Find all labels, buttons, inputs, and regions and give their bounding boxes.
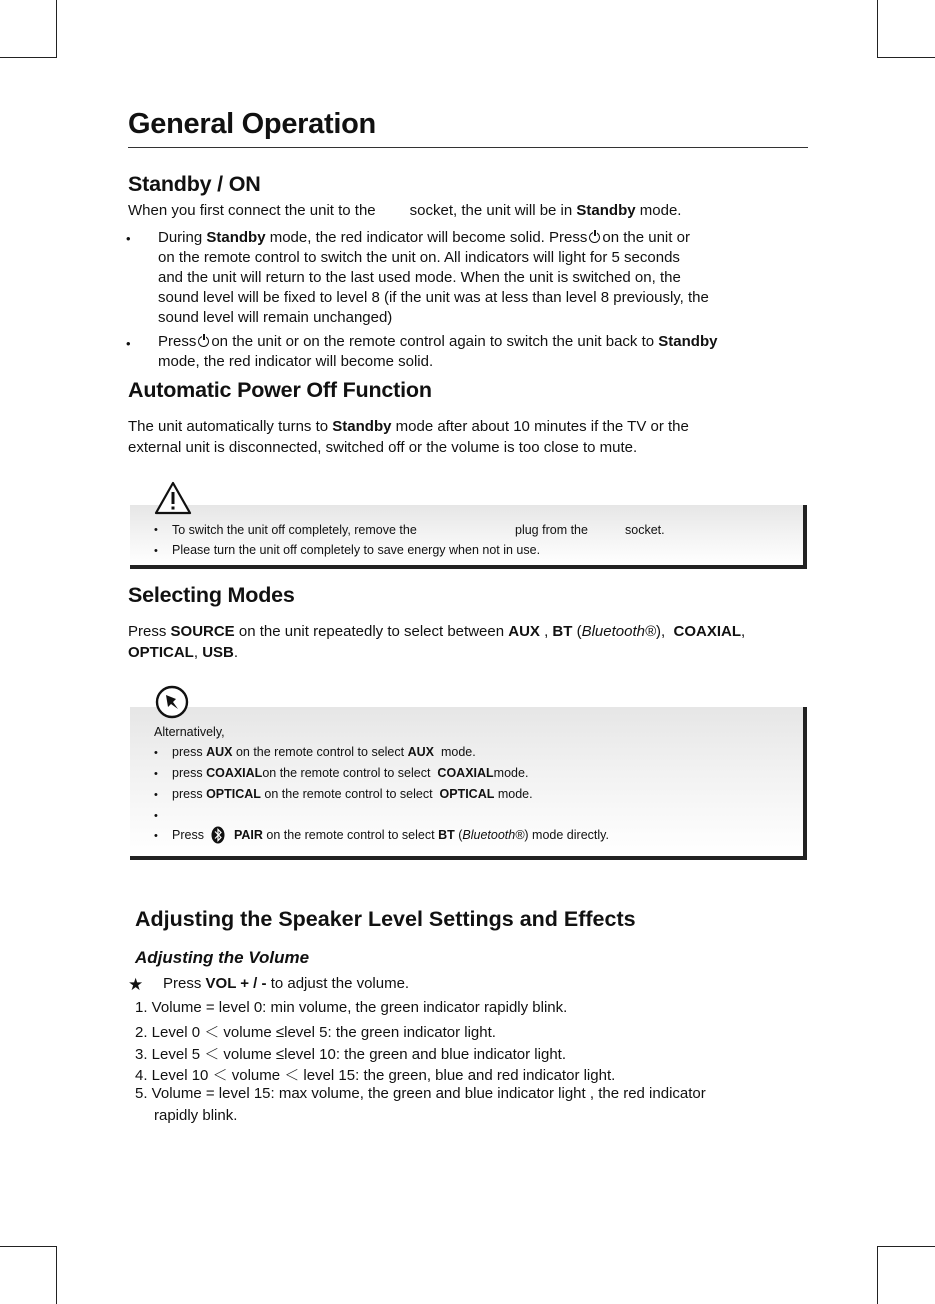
text: mode. bbox=[440, 745, 476, 759]
text: , bbox=[741, 623, 746, 640]
text: , bbox=[539, 623, 549, 640]
text: on the unit repeatedly to select between bbox=[238, 623, 505, 640]
bullet: • bbox=[154, 768, 158, 780]
text: ) mode directly. bbox=[524, 828, 609, 842]
tip-item-aux bbox=[172, 745, 476, 759]
text: on the remote control to select bbox=[264, 787, 433, 801]
standby-bullet-1-line-1 bbox=[158, 228, 690, 248]
text: AUX bbox=[407, 745, 434, 759]
crop-mark bbox=[0, 1246, 57, 1247]
text: COAXIAL bbox=[206, 766, 263, 780]
bullet: • bbox=[154, 545, 158, 557]
text: OPTICAL bbox=[128, 644, 194, 661]
modes-line-1 bbox=[128, 621, 745, 642]
list-item: 5. Volume = level 15: max volume, the green and blue indicator light , the red indicator bbox=[135, 1085, 706, 1102]
bullet: • bbox=[154, 810, 158, 822]
standby-bullet-1-line-3: and the unit will return to the last used mode. When the unit is switched on, the bbox=[158, 269, 681, 286]
text: mode. bbox=[493, 766, 529, 780]
text: Bluetooth® bbox=[581, 623, 657, 640]
text: When you first connect the unit to the bbox=[128, 202, 376, 219]
power-icon bbox=[589, 232, 600, 243]
warning-note-box bbox=[130, 505, 807, 569]
text: Press bbox=[172, 828, 204, 842]
title-divider bbox=[128, 147, 808, 148]
text: mode. bbox=[497, 787, 533, 801]
text: ), bbox=[656, 623, 666, 640]
tip-item-optical bbox=[172, 787, 533, 801]
section-heading-auto-off: Automatic Power Off Function bbox=[128, 378, 432, 402]
crop-mark bbox=[56, 1246, 57, 1304]
text: mode after about 10 minutes if the TV or the bbox=[395, 418, 689, 435]
text: OPTICAL bbox=[439, 787, 495, 801]
list-item: 3. Level 5 ＜ volume ≤level 10: the green and blue indicator light. bbox=[135, 1046, 566, 1063]
text: press bbox=[172, 745, 203, 759]
text: COAXIAL bbox=[437, 766, 494, 780]
list-item-continuation: rapidly blink. bbox=[154, 1107, 238, 1124]
text: on the unit or bbox=[602, 229, 690, 246]
text: . bbox=[233, 644, 239, 661]
crop-mark bbox=[877, 1246, 935, 1247]
text: PAIR bbox=[234, 828, 263, 842]
text: AUX bbox=[206, 745, 233, 759]
bluetooth-icon bbox=[211, 826, 225, 844]
text: on the unit or on the remote control again to switch the unit back to bbox=[211, 333, 655, 350]
crop-mark bbox=[56, 0, 57, 58]
text: mode. bbox=[639, 202, 682, 219]
text: Bluetooth® bbox=[462, 828, 525, 842]
text: ( bbox=[576, 623, 582, 640]
text: OPTICAL bbox=[206, 787, 261, 801]
list-item: 1. Volume = level 0: min volume, the green indicator rapidly blink. bbox=[135, 999, 568, 1016]
crop-mark bbox=[877, 1246, 878, 1304]
text: SOURCE bbox=[170, 623, 235, 640]
standby-bullet-1-line-5: sound level will remain unchanged) bbox=[158, 309, 393, 326]
text: Standby bbox=[332, 418, 392, 435]
warning-note-1 bbox=[172, 523, 417, 537]
section-heading-standby: Standby / ON bbox=[128, 172, 261, 196]
list-item: 2. Level 0 ＜ volume ≤level 5: the green indicator light. bbox=[135, 1024, 496, 1041]
bullet: • bbox=[126, 336, 131, 351]
modes-line-2 bbox=[128, 642, 238, 663]
standby-bullet-2-line-2: mode, the red indicator will become solid. bbox=[158, 353, 434, 370]
section-heading-modes: Selecting Modes bbox=[128, 583, 295, 607]
text: Standby bbox=[206, 229, 266, 246]
text: USB bbox=[202, 644, 234, 661]
text: press bbox=[172, 787, 203, 801]
crop-mark bbox=[0, 57, 57, 58]
text: BT bbox=[552, 623, 573, 640]
tip-item-pair-text bbox=[234, 828, 609, 842]
tip-pin-icon bbox=[155, 685, 189, 719]
text: During bbox=[158, 229, 203, 246]
text: AUX bbox=[508, 623, 540, 640]
standby-bullet-1-line-2: on the remote control to switch the unit on. All indicators will light for 5 seconds bbox=[158, 249, 680, 266]
text: The unit automatically turns to bbox=[128, 418, 329, 435]
text: press bbox=[172, 766, 203, 780]
warning-note-1-c: socket. bbox=[625, 523, 665, 537]
text: Standby bbox=[658, 333, 718, 350]
volume-instruction bbox=[163, 975, 409, 992]
warning-note-2: Please turn the unit off completely to save energy when not in use. bbox=[172, 543, 541, 557]
text: mode, the red indicator will become solid. Press bbox=[269, 229, 588, 246]
list-item: 4. Level 10 ＜ volume ＜ level 15: the green, blue and red indicator light. bbox=[135, 1067, 616, 1084]
text: on the remote control to select bbox=[266, 828, 435, 842]
standby-bullet-2-line-1 bbox=[158, 332, 717, 352]
section-heading-speaker: Adjusting the Speaker Level Settings and Effects bbox=[135, 907, 636, 931]
page-title: General Operation bbox=[128, 108, 376, 140]
bullet: • bbox=[154, 524, 158, 536]
text: Press bbox=[163, 975, 202, 992]
bullet: • bbox=[154, 830, 158, 842]
power-icon bbox=[198, 336, 209, 347]
text: socket, the unit will be in bbox=[409, 202, 573, 219]
auto-off-line-1 bbox=[128, 416, 689, 437]
tip-intro: Alternatively, bbox=[154, 725, 225, 739]
text: Standby bbox=[576, 202, 636, 219]
text: , bbox=[193, 644, 199, 661]
text: BT bbox=[438, 828, 455, 842]
subheading-volume: Adjusting the Volume bbox=[135, 948, 310, 967]
bullet: • bbox=[126, 231, 131, 246]
warning-icon bbox=[154, 481, 192, 515]
standby-bullet-1-line-4: sound level will be fixed to level 8 (if the unit was at less than level 8 previously, the bbox=[158, 289, 709, 306]
bullet: • bbox=[154, 789, 158, 801]
text: To switch the unit off completely, remove the bbox=[172, 523, 417, 537]
text: ( bbox=[458, 828, 463, 842]
star-icon: ★ bbox=[128, 975, 144, 994]
text: VOL + / - bbox=[205, 975, 267, 992]
text: COAXIAL bbox=[673, 623, 742, 640]
tip-item-pair bbox=[172, 828, 204, 842]
tip-item-coaxial bbox=[172, 766, 528, 780]
text: Press bbox=[158, 333, 197, 350]
crop-mark bbox=[877, 0, 878, 58]
standby-intro bbox=[128, 200, 681, 221]
auto-off-line-2: external unit is disconnected, switched off or the volume is too close to mute. bbox=[128, 439, 638, 456]
warning-note-1-b: plug from the bbox=[515, 523, 588, 537]
text: to adjust the volume. bbox=[270, 975, 410, 992]
bullet: • bbox=[154, 747, 158, 759]
text: on the remote control to select bbox=[235, 745, 405, 759]
crop-mark bbox=[877, 57, 935, 58]
text: on the remote control to select bbox=[262, 766, 431, 780]
text: Press bbox=[128, 623, 167, 640]
